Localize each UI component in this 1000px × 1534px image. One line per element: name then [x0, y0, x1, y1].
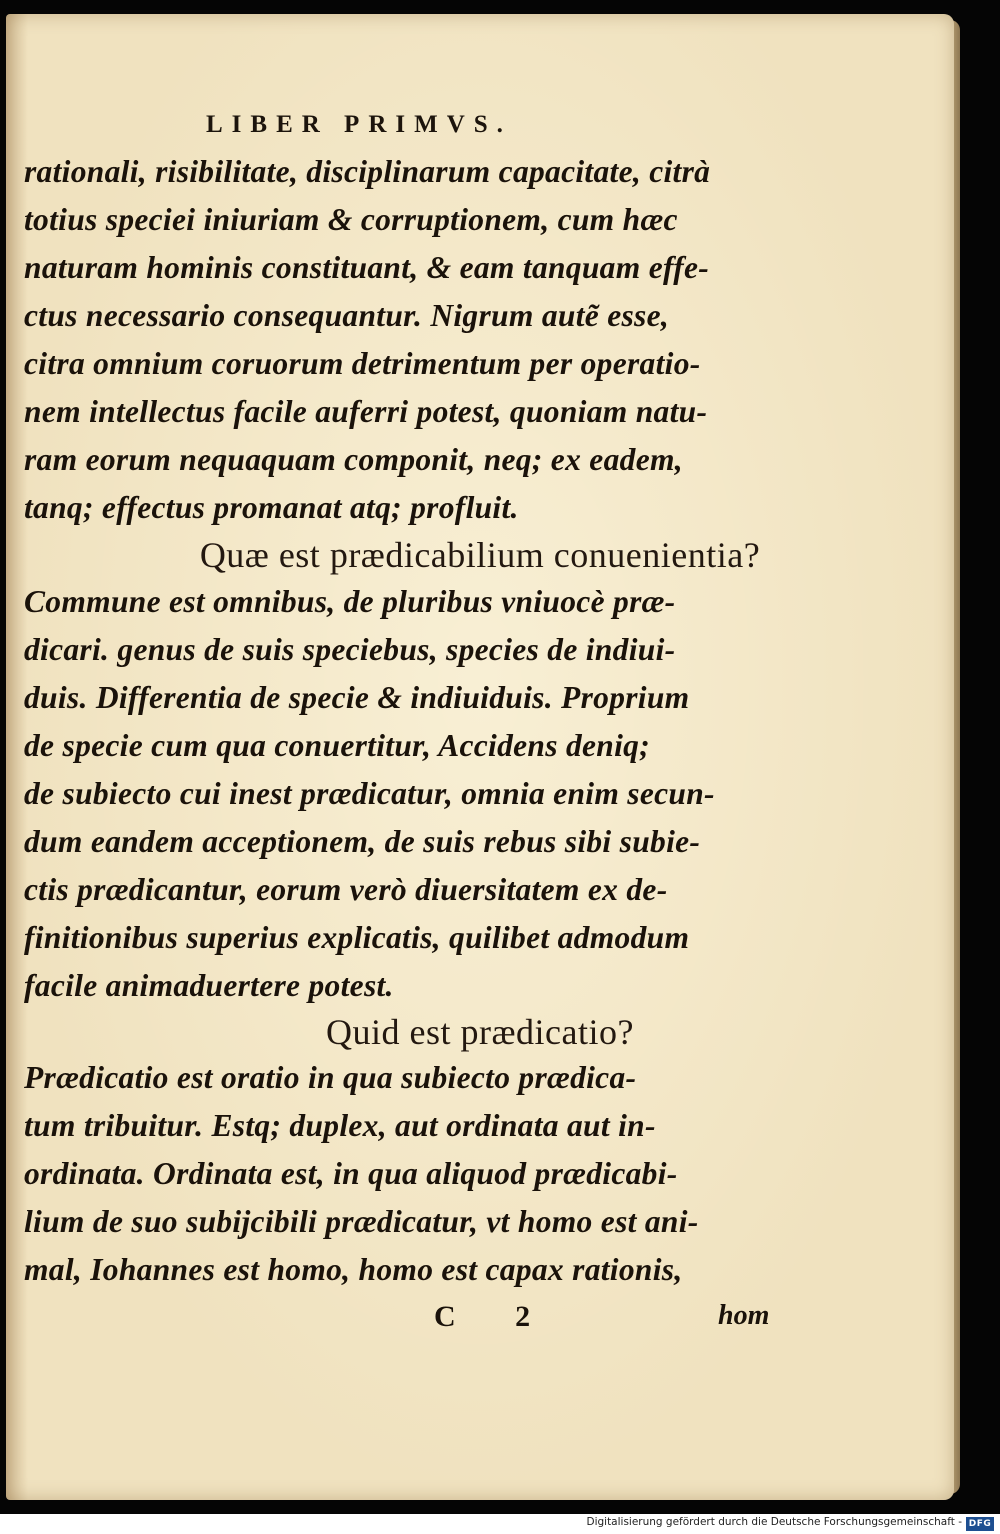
text-line: ordinata. Ordinata est, in qua aliquod prædicabi- [24, 1156, 678, 1191]
section-heading: Quæ est prædicabilium conuenientia? [199, 535, 761, 575]
catchword: hom [718, 1300, 770, 1331]
text-line: duis. Differentia de specie & indiuiduis. Proprium [24, 680, 690, 715]
dfg-logo-icon: DFG [966, 1517, 994, 1531]
text-line: tum tribuitur. Estq; duplex, aut ordinata aut in- [24, 1108, 656, 1143]
text-line: de specie cum qua conuertitur, Accidens deniq; [24, 728, 650, 763]
text-line: lium de suo subijcibili prædicatur, vt homo est ani- [24, 1204, 699, 1239]
text-line: citra omnium coruorum detrimentum per operatio- [24, 346, 701, 381]
book-page [6, 14, 954, 1500]
text-line: totius speciei iniuriam & corruptionem, cum hæc [24, 202, 678, 237]
text-line: rationali, risibilitate, disciplinarum capacitate, citrà [24, 154, 711, 189]
signature-mark: C 2 [434, 1300, 557, 1333]
text-line: ctus necessario consequantur. Nigrum autẽ esse, [24, 298, 670, 333]
text-line: tanq; effectus promanat atq; profluit. [24, 490, 519, 525]
text-line: nem intellectus facile auferri potest, quoniam natu- [24, 394, 708, 429]
text-line: mal, Iohannes est homo, homo est capax rationis, [24, 1252, 683, 1287]
text-line: naturam hominis constituant, & eam tanquam effe- [24, 250, 710, 285]
running-head: LIBER PRIMVS. [206, 111, 512, 138]
footer-bar [0, 1514, 1000, 1534]
text-line: facile animaduertere potest. [24, 968, 394, 1003]
text-line: Prædicatio est oratio in qua subiecto prædica- [24, 1060, 637, 1095]
text-line: dicari. genus de suis speciebus, species de indiui- [24, 632, 676, 667]
text-line: dum eandem acceptionem, de suis rebus sibi subie- [24, 824, 701, 859]
section-heading: Quid est prædicatio? [326, 1012, 634, 1052]
text-line: ctis prædicantur, eorum verò diuersitatem ex de- [24, 872, 668, 907]
funding-credit: Digitalisierung gefördert durch die Deutsche Forschungsgemeinschaft - [586, 1516, 962, 1528]
text-line: de subiecto cui inest prædicatur, omnia enim secun- [24, 776, 715, 811]
text-line: ram eorum nequaquam componit, neq; ex eadem, [24, 442, 683, 477]
text-line: Commune est omnibus, de pluribus vniuocè præ- [24, 584, 676, 619]
text-line: finitionibus superius explicatis, quilibet admodum [24, 920, 690, 955]
